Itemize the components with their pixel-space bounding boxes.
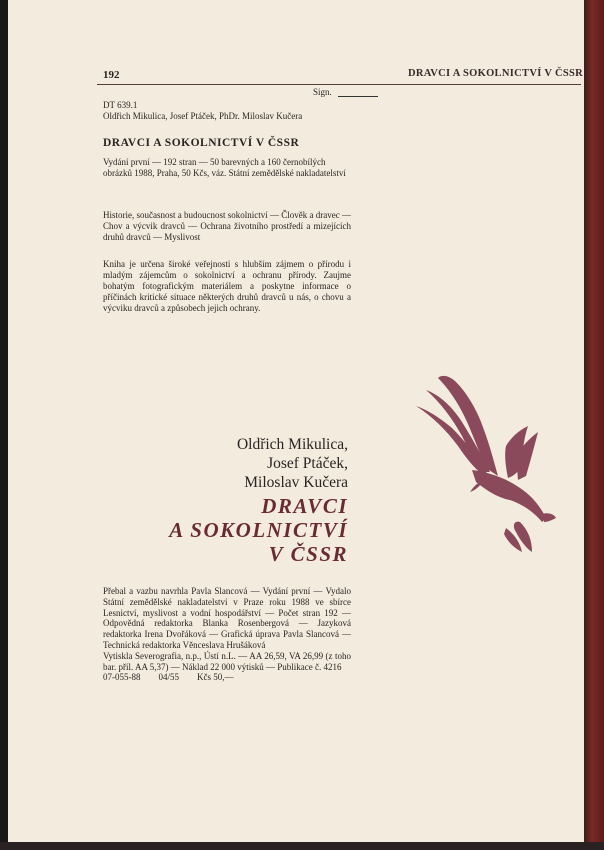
bird-of-prey-icon xyxy=(410,372,562,560)
colophon-code-line: 07-055-88 04/55 Kčs 50,— xyxy=(103,672,234,683)
colophon-printing: Vytiskla Severografia, n.p., Ústí n.L. — AA 26,59, VA 26,99 (z toho bar. příl. AA 5,37) — Náklad 22 000 výtisků — Publikace č. 4216 xyxy=(103,650,351,672)
running-title: DRAVCI A SOKOLNICTVÍ V ČSSR xyxy=(408,68,583,79)
title-line-1: DRAVCI xyxy=(261,494,348,518)
author-3: Miloslav Kučera xyxy=(244,474,348,491)
author-2: Josef Ptáček, xyxy=(267,455,348,472)
author-1: Oldřich Mikulica, xyxy=(236,436,348,453)
book-title xyxy=(98,494,348,566)
sign-label: Sign. xyxy=(313,87,332,97)
record-authors: Oldřich Mikulica, Josef Ptáček, PhDr. Miloslav Kučera xyxy=(103,111,303,121)
title-line-2: A SOKOLNICTVÍ xyxy=(169,518,348,542)
record-code: DT 639.1 xyxy=(103,100,138,110)
topics: Historie, současnost a budoucnost sokolnictví — Člověk a dravec — Chov a výcvik dravců — Ochrana životního prostředí a mizejících druhů dravců — Myslivost xyxy=(103,210,351,242)
colophon xyxy=(103,586,351,683)
sign-line xyxy=(338,96,378,97)
title-authors xyxy=(98,435,348,492)
page-number: 192 xyxy=(103,69,120,81)
colophon-credits: Přebal a vazbu navrhla Pavla Slancová — Vydání první — Vydalo Státní zemědělské nakladatelství v Praze roku 1988 ve sbírce Lesnictví, myslivost a vodní hospodářství — Počet stran 192 — Odpovědná redaktorka Blanka Rosenbergová — Jazyková redaktorka Irena Dvořáková — Grafická úprava Pavla Slancová — Technická redaktorka Věnceslava Hrušáková xyxy=(103,586,351,650)
book-edge-bottom xyxy=(0,842,604,850)
catalog-record xyxy=(103,100,349,122)
book-edge-right xyxy=(584,0,604,842)
annotation: Kniha je určena široké veřejnosti s hlubším zájmem o přírodu i mladým zájemcům o sokolnictví a ochranu přírody. Zaujme bohatým fotografickým materiálem a poskytne informace o příčinách kritické situace některých druhů dravců u nás, o chovu a výcviku dravců a způsobech jejich ochrany. xyxy=(103,259,351,313)
header-rule xyxy=(97,84,581,85)
title-line-3: V ČSSR xyxy=(268,542,348,566)
publication-info: Vydání první — 192 stran — 50 barevných a 160 černobílých obrázků 1988, Praha, 50 Kčs, váz. Státní zemědělské nakladatelství xyxy=(103,157,346,178)
record-title: DRAVCI A SOKOLNICTVÍ V ČSSR xyxy=(103,137,300,149)
book-page xyxy=(8,0,584,842)
